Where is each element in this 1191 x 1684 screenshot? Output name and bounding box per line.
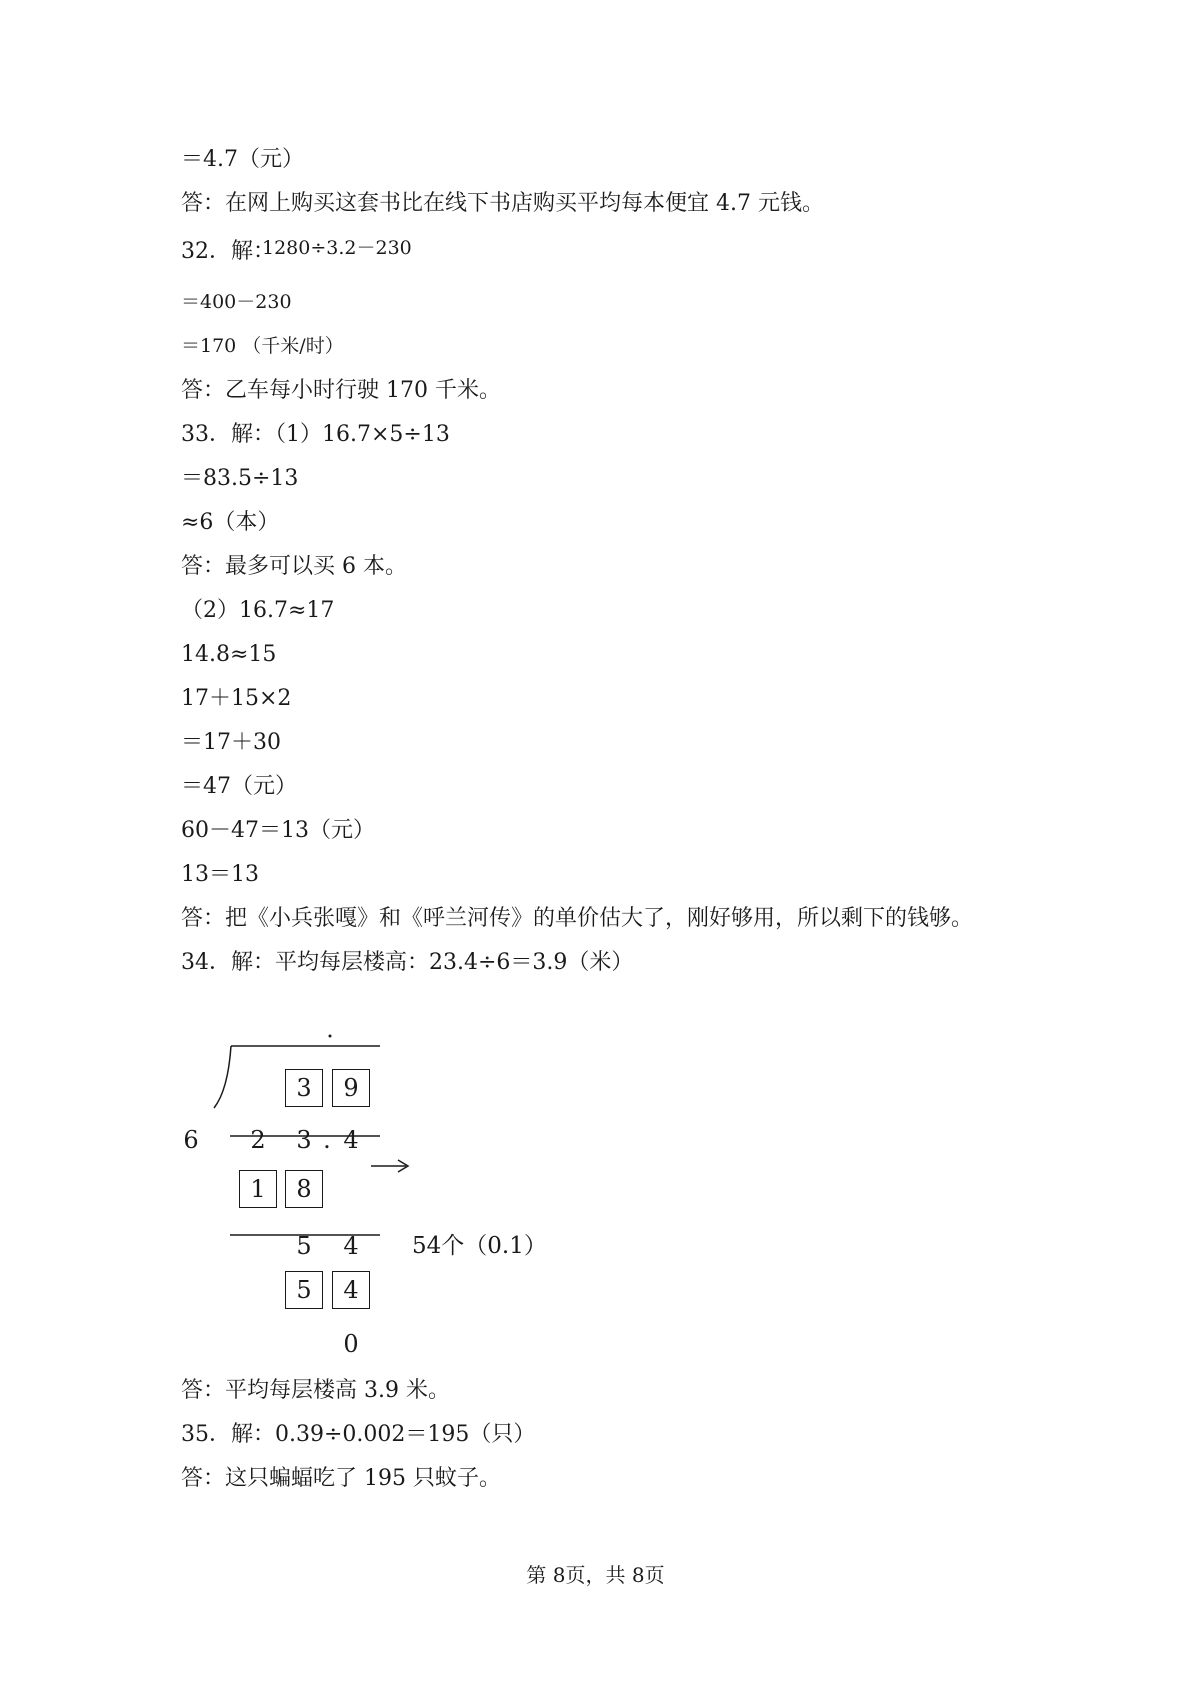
q33-calc4: 60－47＝13（元）	[181, 818, 375, 843]
answer-31: 答：在网上购买这套书比在线下书店购买平均每本便宜 4.7 元钱。	[181, 191, 824, 216]
page-footer: 第 8页，共 8页	[526, 1563, 665, 1587]
answer-33-1: 答：最多可以买 6 本。	[181, 554, 407, 579]
dividend-digit: 2	[250, 1126, 266, 1154]
dividend-digit: 3	[296, 1126, 312, 1154]
q34-label: 34．解：平均每层楼高：23.4÷6＝3.9（米）	[181, 950, 634, 975]
line-result-4-7: ＝4.7（元）	[181, 147, 304, 172]
arrow-head	[398, 1160, 408, 1172]
remainder-digit: 5	[296, 1232, 312, 1260]
remainder-digit: 4	[343, 1232, 359, 1260]
q33-calc5: 13＝13	[181, 862, 259, 887]
step1-digit-box: 8	[285, 1170, 323, 1208]
q32-label: 32．解：	[181, 239, 275, 264]
answer-34: 答：平均每层楼高 3.9 米。	[181, 1378, 450, 1403]
q33-part2: （2）16.7≈17	[181, 598, 335, 623]
q33-step2: ≈6（本）	[181, 510, 280, 535]
step2-digit-box: 5	[285, 1271, 323, 1309]
step1-digit-box: 1	[239, 1170, 277, 1208]
q33-step1: ＝83.5÷13	[181, 466, 299, 491]
answer-35: 答：这只蝙蝠吃了 195 只蚊子。	[181, 1466, 501, 1491]
q33-calc3: ＝47（元）	[181, 774, 297, 799]
q33-calc2: ＝17＋30	[181, 730, 281, 755]
arrow-note: 54个（0.1）	[412, 1233, 547, 1259]
final-remainder: 0	[343, 1330, 359, 1358]
q32-step2: ＝170 （千米/时）	[181, 335, 344, 357]
dividend-decimal: .	[323, 1126, 331, 1154]
quotient-digit-box: 3	[285, 1069, 323, 1107]
q33-estimate: 14.8≈15	[181, 642, 277, 667]
division-bracket	[214, 1046, 231, 1108]
answer-33-2: 答：把《小兵张嘎》和《呼兰河传》的单价估大了，刚好够用，所以剩下的钱够。	[181, 906, 974, 931]
dividend-digit: 4	[343, 1126, 359, 1154]
divisor: 6	[183, 1126, 199, 1154]
step2-digit-box: 4	[332, 1271, 370, 1309]
q32-expression: 1280÷3.2－230	[262, 237, 412, 259]
q32-step1: ＝400－230	[181, 291, 292, 313]
quotient-digit-box: 9	[332, 1069, 370, 1107]
quotient-decimal-point	[329, 1035, 332, 1038]
q33-calc1: 17＋15×2	[181, 686, 292, 711]
q33-part1: 33．解：（1）16.7×5÷13	[181, 422, 450, 447]
q35-solution: 35．解：0.39÷0.002＝195（只）	[181, 1422, 536, 1447]
answer-32: 答：乙车每小时行驶 170 千米。	[181, 378, 501, 403]
